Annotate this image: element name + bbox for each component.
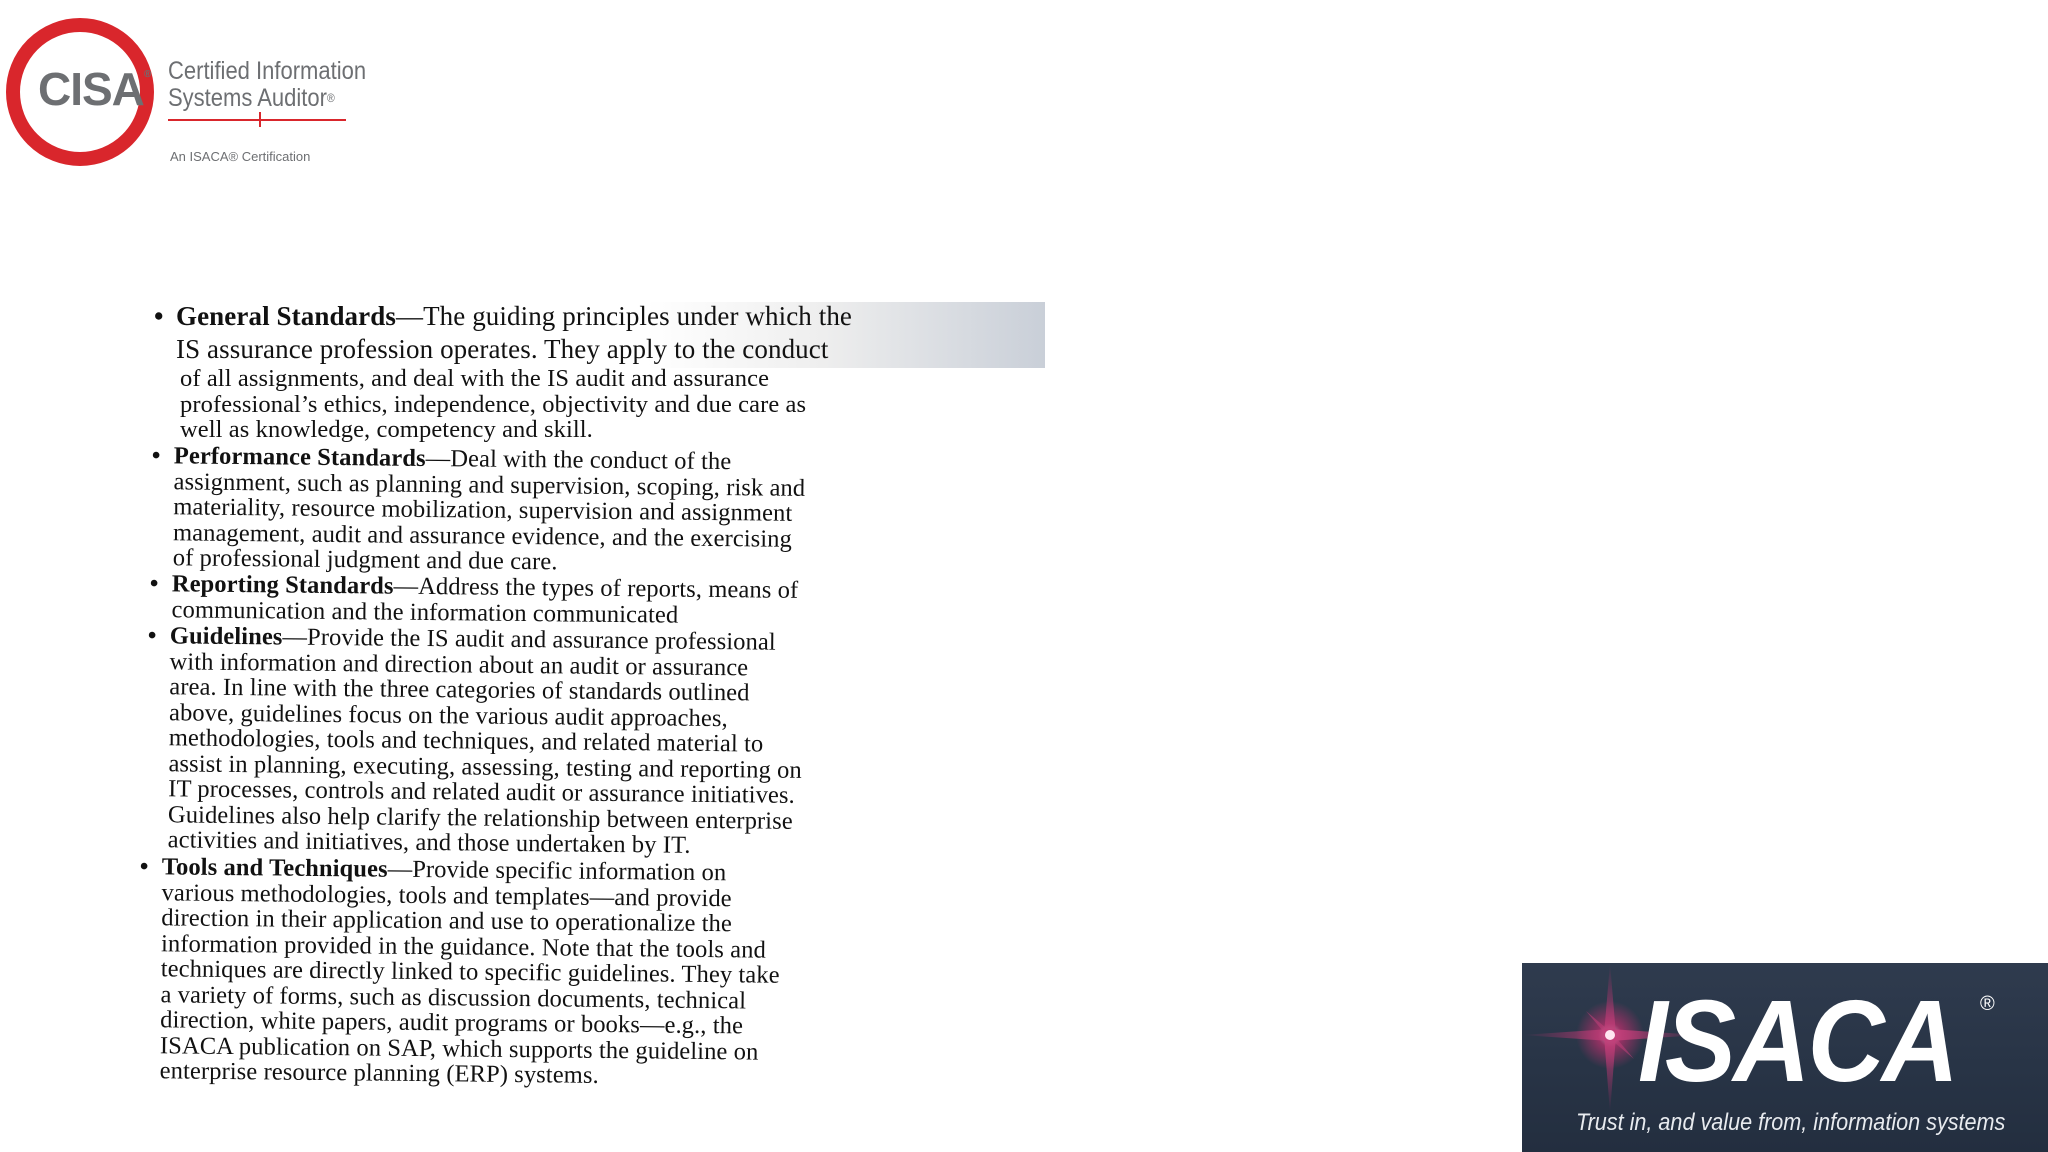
standard-line: assist in planning, executing, assessing, testing and reporting on [168, 749, 802, 784]
isaca-tagline: Trust in, and value from, information systems [1576, 1109, 2006, 1136]
isaca-wordmark: ISACA [1638, 976, 1957, 1106]
standard-line: management, audit and assurance evidence, and the exercising [172, 518, 793, 552]
standard-line: various methodologies, tools and templates—and provide [161, 878, 732, 912]
standard-tools-techniques [130, 854, 1052, 1093]
standard-line: materiality, resource mobilization, supervision and assignment [173, 492, 793, 527]
bullet: • [151, 441, 161, 469]
cisa-divider-tick [259, 112, 261, 127]
standard-term: Reporting Standards [171, 570, 394, 600]
standard-line: of all assignments, and deal with the IS audit and assurance [180, 365, 770, 392]
standard-line: ISACA publication on SAP, which supports the guideline on [159, 1031, 759, 1065]
standard-line: Tools and Techniques—Provide specific information on [161, 852, 727, 886]
standard-line: a variety of forms, such as discussion documents, technical [160, 980, 747, 1014]
standard-line: IT processes, controls and related audit or assurance initiatives. [168, 775, 795, 809]
cisa-subtitle: An ISACA® Certification [170, 149, 311, 164]
bullet: • [154, 301, 164, 331]
bullet: • [149, 570, 159, 598]
isaca-logo [1522, 963, 2048, 1152]
bullet: • [139, 852, 149, 880]
standard-line: techniques are directly linked to specific guidelines. They take [160, 954, 780, 989]
standard-line: of professional judgment and due care. [172, 543, 558, 575]
standard-line: area. In line with the three categories of standards outlined [169, 673, 750, 707]
standard-line: IS assurance profession operates. They apply to the conduct [176, 334, 829, 364]
standard-line: Guidelines also help clarify the relationship between enterprise [167, 800, 793, 835]
standard-guidelines [138, 623, 1060, 862]
cisa-title-line1: Certified Information [168, 57, 367, 85]
standard-line: activities and initiatives, and those undertaken by IT. [167, 826, 691, 859]
scanned-standards-page [140, 300, 1060, 1100]
standard-term: Performance Standards [173, 441, 426, 472]
cisa-title-line2: Systems Auditor® [168, 84, 335, 112]
standard-line: professional’s ethics, independence, objectivity and due care as [180, 390, 807, 418]
standard-line: Guidelines—Provide the IS audit and assurance professional [169, 622, 776, 656]
standard-line: well as knowledge, competency and skill. [180, 416, 593, 443]
cisa-wordmark: CISA® [38, 63, 151, 115]
standard-line: enterprise resource planning (ERP) systems. [159, 1056, 599, 1089]
standard-line: General Standards—The guiding principles under which the [176, 301, 853, 331]
standard-line: Reporting Standards—Address the types of reports, means of [171, 570, 799, 604]
standard-line: assignment, such as planning and supervision, scoping, risk and [173, 467, 806, 501]
cisa-logo [4, 16, 404, 171]
standard-line: Performance Standards—Deal with the conduct of the [173, 441, 732, 475]
standard-line: methodologies, tools and techniques, and related material to [168, 724, 764, 758]
standard-line: with information and direction about an audit or assurance [169, 647, 749, 681]
cisa-divider [168, 119, 346, 121]
cisa-title [168, 58, 379, 112]
standard-term: Guidelines [169, 622, 283, 651]
standard-line: direction, white papers, audit programs or books—e.g., the [160, 1005, 744, 1039]
bullet: • [147, 622, 157, 650]
standard-term: Tools and Techniques [161, 852, 388, 883]
isaca-registered-mark: ® [1980, 993, 1995, 1015]
standard-line: above, guidelines focus on the various audit approaches, [168, 698, 728, 732]
standard-line: communication and the information communicated [171, 595, 679, 629]
standard-line: information provided in the guidance. Note that the tools and [160, 929, 767, 963]
standard-line: direction in their application and use to operationalize the [161, 903, 733, 937]
standard-general [146, 300, 1066, 443]
standard-term: General Standards [176, 301, 396, 331]
standard-performance [143, 443, 1064, 580]
